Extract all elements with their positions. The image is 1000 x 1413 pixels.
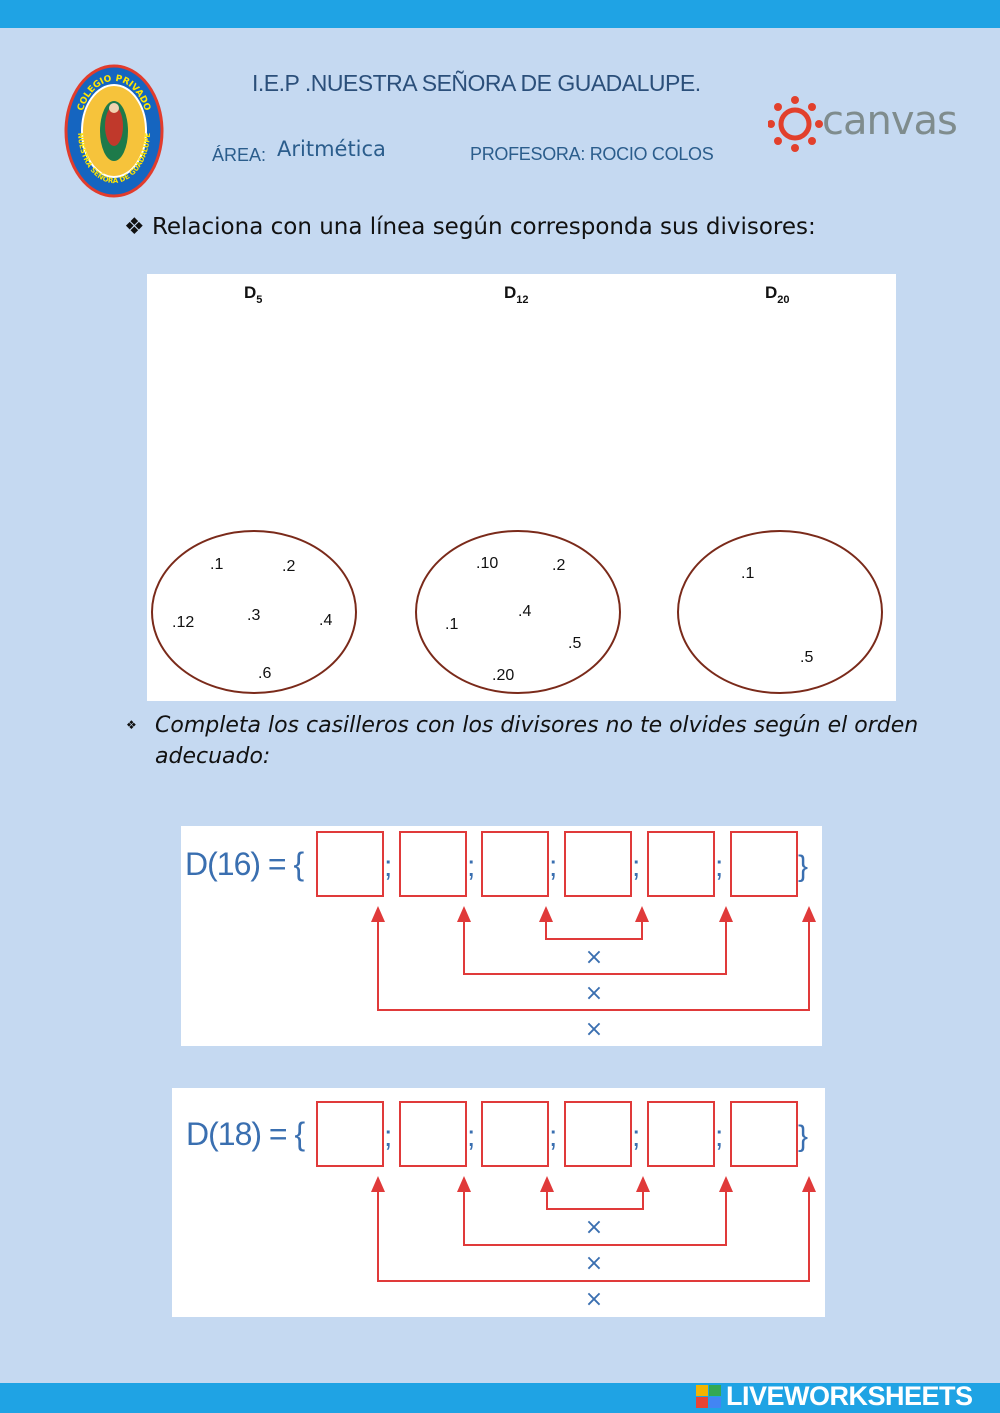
divisor-exercise-d18 (172, 1088, 825, 1317)
separator: ; (715, 1120, 724, 1153)
teacher-name: PROFESORA: ROCIO COLOS (470, 144, 714, 164)
oval-number[interactable]: .2 (552, 557, 566, 574)
oval-number[interactable]: .10 (476, 555, 499, 572)
separator: ; (384, 1120, 393, 1153)
arrowhead-icon (802, 1176, 816, 1192)
arrowhead-icon (540, 1176, 554, 1192)
separator: ; (467, 850, 476, 883)
oval-number[interactable]: .3 (247, 607, 261, 624)
times-icon: × (584, 1287, 604, 1312)
answer-box[interactable] (317, 1102, 383, 1166)
times-icon: × (584, 945, 604, 970)
separator: ; (715, 850, 724, 883)
answer-box[interactable] (565, 832, 631, 896)
pair-arrow-inner (547, 1190, 643, 1209)
arrowhead-icon (457, 1176, 471, 1192)
arrowhead-icon (719, 1176, 733, 1192)
school-seal-logo (64, 64, 164, 198)
pair-arrow-inner (546, 920, 642, 939)
area-value: Aritmética (277, 137, 386, 161)
oval-number[interactable]: .2 (282, 558, 296, 575)
set-label-d5: $D_5$ (244, 283, 263, 306)
oval-d20 (678, 531, 882, 693)
answer-box[interactable] (731, 1102, 797, 1166)
answer-box[interactable] (482, 832, 548, 896)
diamond-bullet-icon: ❖ (124, 214, 145, 240)
area-label: ÁREA: (212, 145, 267, 165)
oval-number[interactable]: .12 (172, 614, 195, 631)
top-bar (0, 0, 1000, 28)
set-label-d20: $D_{20}$ (765, 283, 790, 306)
set-label-d12: $D_{12}$ (504, 283, 529, 306)
matching-panel (147, 274, 896, 701)
oval-number[interactable]: .6 (258, 665, 272, 682)
times-icon: × (584, 981, 604, 1006)
oval-number[interactable]: .1 (741, 565, 755, 582)
answer-box[interactable] (482, 1102, 548, 1166)
oval-number[interactable]: .4 (518, 603, 532, 620)
oval-number[interactable]: .4 (319, 612, 333, 629)
diamond-bullet-icon: ❖ (126, 718, 137, 732)
closing-brace: } (798, 1120, 809, 1153)
closing-brace: } (798, 850, 809, 883)
oval-number[interactable]: .5 (800, 649, 814, 666)
times-icon: × (584, 1215, 604, 1240)
instruction-complete: Completa los casilleros con los divisores no te olvides según el orden adecuado: (155, 713, 919, 769)
exercise-label: D(16) = { (185, 846, 304, 882)
separator: ; (384, 850, 393, 883)
answer-box[interactable] (565, 1102, 631, 1166)
exercise-label: D(18) = { (186, 1116, 305, 1152)
separator: ; (467, 1120, 476, 1153)
oval-number[interactable]: .5 (568, 635, 582, 652)
arrowhead-icon (371, 906, 385, 922)
school-name: I.E.P .NUESTRA SEÑORA DE GUADALUPE. (252, 70, 701, 96)
seal-top-text: COLEGIO PRIVADO (76, 73, 152, 113)
instruction-match (124, 214, 816, 240)
instruction-match-text: Relaciona con una línea según corresponda sus divisores: (151, 214, 816, 240)
answer-box[interactable] (731, 832, 797, 896)
answer-box[interactable] (317, 832, 383, 896)
divisor-exercise-d16 (181, 826, 822, 1046)
answer-box[interactable] (648, 1102, 714, 1166)
oval-number[interactable]: .1 (210, 556, 224, 573)
arrowhead-icon (719, 906, 733, 922)
oval-number[interactable]: .1 (445, 616, 459, 633)
seal-bottom-text: NUESTRA SEÑORA DE GUADALUPE (75, 132, 153, 186)
separator: ; (549, 850, 558, 883)
oval-number[interactable]: .20 (492, 667, 515, 684)
arrowhead-icon (457, 906, 471, 922)
times-icon: × (584, 1017, 604, 1042)
answer-box[interactable] (400, 1102, 466, 1166)
separator: ; (632, 1120, 641, 1153)
answer-box[interactable] (400, 832, 466, 896)
canvas-logo-text: canvas (822, 98, 957, 144)
arrowhead-icon (371, 1176, 385, 1192)
arrowhead-icon (635, 906, 649, 922)
separator: ; (632, 850, 641, 883)
arrowhead-icon (802, 906, 816, 922)
separator: ; (549, 1120, 558, 1153)
times-icon: × (584, 1251, 604, 1276)
liveworksheets-logo-icon (696, 1385, 722, 1409)
arrowhead-icon (539, 906, 553, 922)
arrowhead-icon (636, 1176, 650, 1192)
answer-box[interactable] (648, 832, 714, 896)
liveworksheets-logo-text: LIVEWORKSHEETS (726, 1381, 973, 1411)
